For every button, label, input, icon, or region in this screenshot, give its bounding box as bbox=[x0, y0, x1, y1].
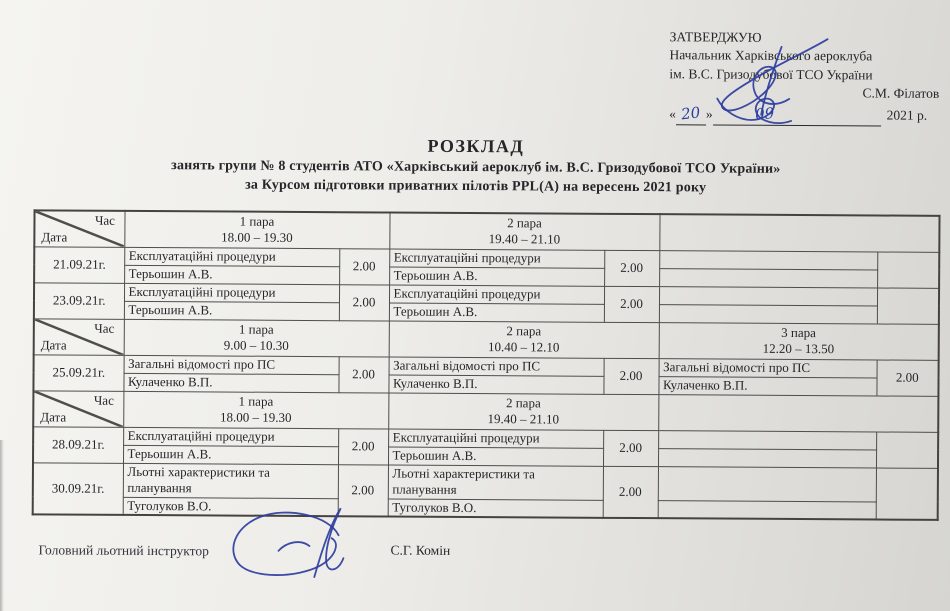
section3-header-row bbox=[33, 390, 938, 432]
subject-cell: Загальні відомості про ПС bbox=[124, 355, 339, 374]
hours-cell: 2.00 bbox=[604, 286, 659, 322]
pair-time: 18.00 – 19.30 bbox=[221, 229, 293, 246]
hours-cell: 2.00 bbox=[339, 248, 389, 284]
pair-name: 2 пара bbox=[506, 323, 542, 339]
corner-time-label: Час bbox=[94, 212, 116, 228]
hours-cell: 2.00 bbox=[603, 358, 658, 394]
instructor-cell: Терьошин А.В. bbox=[388, 447, 603, 466]
hours-cell bbox=[876, 467, 938, 519]
subject-cell: Експлуатаційні процедури bbox=[124, 247, 339, 266]
handwritten-day: 20 bbox=[680, 103, 702, 124]
pair-name: 3 пара bbox=[781, 324, 816, 341]
pair-time: 18.00 – 19.30 bbox=[219, 409, 292, 425]
subject-cell: Експлуатаційні процедури bbox=[389, 249, 604, 268]
date-cell: 30.09.21г. bbox=[33, 462, 123, 515]
pair-header bbox=[124, 211, 389, 249]
hours-cell: 2.00 bbox=[876, 359, 938, 395]
instructor-cell: Кулаченко В.П. bbox=[658, 376, 876, 395]
title-line3: за Курсом підготовки приватних пілотів PPL(A) на вересень 2021 року bbox=[245, 177, 707, 196]
instructor-cell bbox=[658, 448, 876, 467]
instructor-cell: Терьошин А.В. bbox=[124, 265, 339, 284]
hours-cell: 2.00 bbox=[338, 428, 388, 464]
page-title: РОЗКЛАД bbox=[427, 135, 525, 157]
handwritten-month: 09 bbox=[754, 104, 775, 124]
subject-cell: Льотні характеристики та планування bbox=[388, 465, 603, 500]
pair-header bbox=[124, 319, 389, 357]
instructor-cell: Терьошин А.В. bbox=[389, 303, 604, 322]
subject-cell: Експлуатаційні процедури bbox=[388, 429, 603, 448]
corner-time-label: Час bbox=[93, 392, 114, 408]
pair-time bbox=[661, 412, 935, 414]
approval-line2: ім. В.С. Гризодубової ТСО України bbox=[669, 65, 873, 83]
subject-cell: Експлуатаційні процедури bbox=[389, 285, 604, 304]
corner-date-label: Дата bbox=[41, 228, 68, 245]
section1-header-row bbox=[34, 210, 939, 252]
date-cell: 28.09.21г. bbox=[33, 426, 123, 463]
subject-cell bbox=[659, 250, 877, 269]
instructor-signature bbox=[226, 505, 366, 586]
pair-name: 2 пара bbox=[505, 395, 541, 411]
quote-open: « bbox=[669, 106, 676, 122]
pair-header bbox=[123, 391, 388, 429]
pair-header-empty bbox=[658, 394, 938, 432]
hours-cell: 2.00 bbox=[339, 284, 389, 320]
subject-cell: Загальні відомості про ПС bbox=[659, 358, 877, 377]
approval-line1: Начальник Харківського аероклуба bbox=[669, 47, 873, 64]
pair-header-empty bbox=[659, 214, 939, 252]
instructor-name: С.Г. Комін bbox=[390, 542, 451, 558]
pair-header bbox=[389, 213, 659, 251]
subject-cell bbox=[658, 466, 876, 501]
approver-signature bbox=[689, 34, 835, 130]
instructor-cell bbox=[658, 500, 876, 519]
pair-name bbox=[661, 412, 935, 414]
pair-name: 2 пара bbox=[507, 215, 542, 231]
subject-cell: Льотні характеристики та планування bbox=[123, 463, 338, 498]
pair-time: 10.40 – 12.10 bbox=[487, 339, 560, 355]
instructor-cell: Терьошин А.В. bbox=[389, 267, 604, 286]
subject-cell bbox=[658, 430, 876, 449]
quote-close: » bbox=[705, 106, 713, 122]
pair-name: 1 пара bbox=[238, 321, 274, 337]
pair-header bbox=[659, 322, 939, 360]
pair-header bbox=[389, 321, 659, 359]
hours-cell: 2.00 bbox=[603, 430, 658, 466]
instructor-cell: Терьошин А.В. bbox=[123, 445, 338, 464]
corner-cell bbox=[34, 210, 124, 247]
title-line2: занять групи № 8 студентів АТО «Харківський аероклуб ім. В.С. Гризодубової ТСО України» bbox=[171, 158, 781, 177]
pair-name: 1 пара bbox=[238, 393, 274, 409]
hours-cell: 2.00 bbox=[338, 464, 388, 516]
subject-cell: Експлуатаційні процедури bbox=[124, 283, 339, 302]
pair-time: 19.40 – 21.10 bbox=[487, 411, 560, 427]
hours-cell: 2.00 bbox=[338, 356, 388, 392]
approver-name: С.М. Філатов bbox=[862, 85, 940, 101]
subject-cell bbox=[659, 286, 877, 305]
subject-cell: Експлуатаційні процедури bbox=[123, 427, 338, 446]
corner-cell bbox=[33, 390, 123, 427]
table-row bbox=[33, 462, 938, 502]
pair-time: 9.00 – 10.30 bbox=[223, 337, 289, 353]
pair-time bbox=[662, 232, 936, 234]
instructor-cell bbox=[659, 304, 877, 323]
instructor-cell bbox=[659, 268, 877, 287]
instructor-cell: Кулаченко В.П. bbox=[388, 375, 603, 394]
date-cell: 23.09.21г. bbox=[34, 282, 124, 319]
hours-cell bbox=[877, 287, 939, 323]
approval-label: ЗАТВЕРДЖУЮ bbox=[669, 29, 762, 45]
instructor-role-label: Головний льотний інструктор bbox=[38, 542, 209, 559]
corner-time-label: Час bbox=[94, 320, 115, 336]
pair-header bbox=[388, 393, 658, 431]
instructor-cell: Туголуков В.О. bbox=[388, 499, 603, 518]
title-block bbox=[1, 133, 950, 198]
pair-name: 1 пара bbox=[239, 213, 275, 230]
schedule-table bbox=[32, 209, 941, 521]
hours-cell bbox=[876, 431, 938, 467]
pair-name bbox=[662, 232, 936, 234]
approval-year: 2021 р. bbox=[886, 107, 928, 124]
instructor-cell: Терьошин А.В. bbox=[124, 301, 339, 320]
pair-time: 12.20 – 13.50 bbox=[762, 340, 835, 357]
date-cell: 25.09.21г. bbox=[33, 354, 123, 391]
hours-cell: 2.00 bbox=[604, 250, 659, 286]
corner-date-label: Дата bbox=[40, 336, 67, 353]
hours-cell: 2.00 bbox=[603, 466, 658, 518]
corner-cell bbox=[34, 318, 124, 355]
corner-date-label: Дата bbox=[40, 408, 67, 425]
instructor-cell: Кулаченко В.П. bbox=[123, 373, 338, 392]
instructor-cell: Туголуков В.О. bbox=[123, 497, 338, 516]
pair-time: 19.40 – 21.10 bbox=[488, 231, 561, 247]
subject-cell: Загальні відомості про ПС bbox=[389, 357, 604, 376]
section2-header-row bbox=[34, 318, 939, 360]
date-cell: 21.09.21г. bbox=[34, 246, 124, 283]
hours-cell bbox=[877, 251, 939, 287]
